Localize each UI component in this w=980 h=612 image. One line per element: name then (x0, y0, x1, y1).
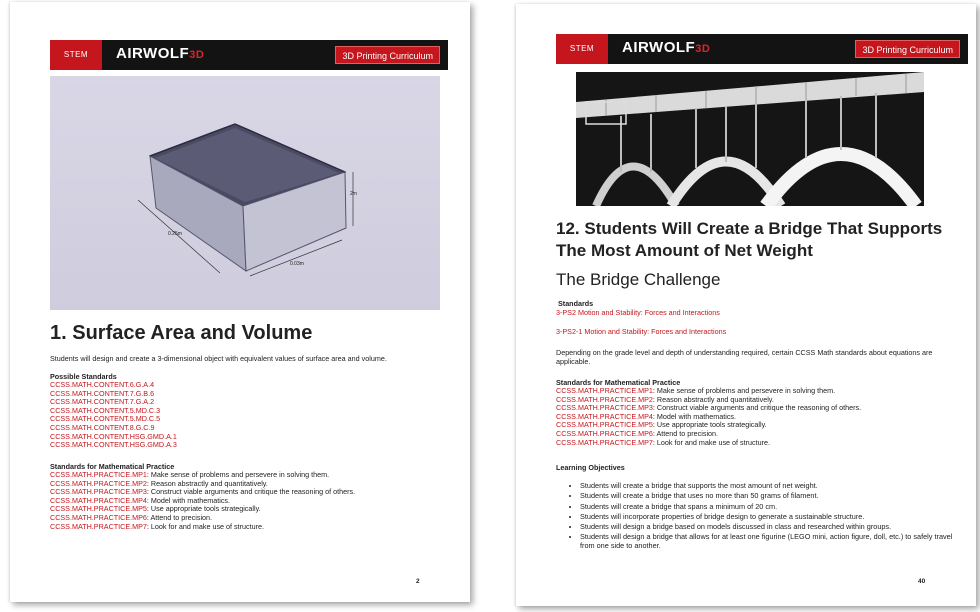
practice-text: : Attend to precision. (652, 428, 719, 438)
objective-item: • Students will create a bridge that supports the most amount of net weight. (580, 482, 953, 491)
length-dimension-label: 0.03m (290, 261, 304, 267)
practice-text: : Use appropriate tools strategically. (652, 420, 767, 430)
practice-code-link[interactable]: CCSS.MATH.PRACTICE.MP2 (50, 478, 147, 488)
practice-item (50, 523, 460, 532)
practice-text: : Reason abstractly and quantitatively. (652, 394, 774, 404)
practice-text: : Construct viable arguments and critique the reasoning of others. (652, 403, 862, 413)
standard-item[interactable]: CCSS.MATH.CONTENT.7.G.A.2 (50, 397, 155, 407)
section-title: 1. Surface Area and Volume (50, 322, 313, 344)
practice-text: : Model with mathematics. (146, 495, 231, 505)
standard-link[interactable]: 3-PS2 Motion and Stability: Forces and Interactions (556, 308, 720, 317)
learning-objectives-list (568, 482, 953, 552)
practice-text: : Attend to precision. (146, 512, 213, 522)
practice-text: : Look for and make use of structure. (652, 437, 770, 447)
objective-item: • Students will create a bridge that uses no more than 50 grams of filament. (580, 492, 953, 501)
curriculum-label: 3D Printing Curriculum (335, 46, 440, 64)
practice-code-link[interactable]: CCSS.MATH.PRACTICE.MP7 (50, 521, 147, 531)
practice-code-link[interactable]: CCSS.MATH.PRACTICE.MP4 (50, 495, 147, 505)
practice-code-link[interactable]: CCSS.MATH.PRACTICE.MP4 (556, 411, 653, 421)
standard-item[interactable]: CCSS.MATH.CONTENT.HSG.GMD.A.1 (50, 431, 177, 441)
box-model-illustration (50, 76, 440, 310)
practice-code-link[interactable]: CCSS.MATH.PRACTICE.MP3 (50, 487, 147, 497)
practice-code-link[interactable]: CCSS.MATH.PRACTICE.MP1 (556, 386, 653, 395)
practice-code-link[interactable]: CCSS.MATH.PRACTICE.MP2 (556, 394, 653, 404)
brand-accent: 3D (695, 43, 711, 55)
stem-tag: STEM (556, 34, 608, 64)
practice-code-link[interactable]: CCSS.MATH.PRACTICE.MP3 (556, 403, 653, 413)
stem-tag: STEM (50, 40, 102, 70)
page-header (556, 34, 968, 64)
practice-text: : Make sense of problems and persevere in solving them. (146, 470, 330, 479)
intro-text: Students will design and create a 3-dimensional object with equivalent values of surface area and volume. (50, 354, 387, 363)
practice-code-link[interactable]: CCSS.MATH.PRACTICE.MP6 (50, 512, 147, 522)
page-number: 40 (918, 578, 926, 585)
section-subtitle: The Bridge Challenge (556, 270, 721, 289)
brand-name: AIRWOLF (116, 45, 190, 62)
standard-link[interactable]: 3-PS2-1 Motion and Stability: Forces and Interactions (556, 327, 727, 336)
learning-objectives-heading: Learning Objectives (556, 463, 625, 472)
practice-code-link[interactable]: CCSS.MATH.PRACTICE.MP6 (556, 428, 653, 438)
document-page-left (10, 2, 470, 602)
brand-accent: 3D (189, 49, 205, 61)
brand-name: AIRWOLF (622, 39, 696, 56)
math-practice-heading: Standards for Mathematical Practice (556, 378, 681, 387)
standard-item[interactable]: CCSS.MATH.CONTENT.8.G.C.9 (50, 422, 155, 432)
practice-text: : Reason abstractly and quantitatively. (146, 478, 268, 488)
body-paragraph: Depending on the grade level and depth of understanding required, certain CCSS Math standards about equations are applicable. (556, 348, 933, 366)
document-page-right (516, 4, 976, 606)
objective-item: • Students will design a bridge based on models discussed in class and researched within groups. (580, 523, 953, 532)
possible-standards-list (50, 381, 350, 450)
standard-item[interactable]: CCSS.MATH.CONTENT.6.G.A.4 (50, 380, 155, 389)
curriculum-label: 3D Printing Curriculum (855, 40, 960, 58)
objective-item: • Students will create a bridge that spans a minimum of 20 cm. (580, 503, 953, 512)
math-practice-list (50, 471, 460, 531)
objective-item: • Students will incorporate properties of bridge design to generate a sustainable structure. (580, 513, 953, 522)
objective-item: • Students will design a bridge that allows for at least one figurine (LEGO mini, action figure, doll, etc.) to safely travel from one side to another. (580, 533, 953, 550)
section-title: 12. Students Will Create a Bridge That Supports The Most Amount of Net Weight (556, 219, 943, 260)
practice-code-link[interactable]: CCSS.MATH.PRACTICE.MP5 (50, 504, 147, 514)
possible-standards-heading: Possible Standards (50, 372, 117, 381)
practice-text: : Use appropriate tools strategically. (146, 504, 261, 514)
practice-code-link[interactable]: CCSS.MATH.PRACTICE.MP5 (556, 420, 653, 430)
brand-logo (622, 39, 710, 56)
practice-text: : Make sense of problems and persevere in solving them. (652, 386, 836, 395)
math-practice-list (556, 387, 966, 447)
standard-item[interactable]: CCSS.MATH.CONTENT.7.G.B.6 (50, 388, 155, 398)
page-header (50, 40, 448, 70)
bridge-illustration (576, 72, 924, 206)
practice-text: : Model with mathematics. (652, 411, 737, 421)
page-number: 2 (416, 578, 420, 585)
bridge-photo (576, 72, 924, 206)
height-dimension-label: 2m (350, 191, 357, 197)
standard-item[interactable]: CCSS.MATH.CONTENT.5.MD.C.3 (50, 405, 161, 415)
standard-item[interactable]: CCSS.MATH.CONTENT.HSG.GMD.A.3 (50, 440, 177, 450)
standards-heading: Standards (558, 299, 594, 308)
practice-text: : Construct viable arguments and critique the reasoning of others. (146, 487, 356, 497)
width-dimension-label: 0.25m (168, 231, 182, 237)
practice-text: : Look for and make use of structure. (146, 521, 264, 531)
standard-item[interactable]: CCSS.MATH.CONTENT.5.MD.C.5 (50, 414, 161, 424)
box-model-figure (50, 76, 440, 310)
brand-logo (116, 45, 204, 62)
practice-code-link[interactable]: CCSS.MATH.PRACTICE.MP7 (556, 437, 653, 447)
math-practice-heading: Standards for Mathematical Practice (50, 462, 175, 471)
practice-item (556, 439, 966, 448)
practice-code-link[interactable]: CCSS.MATH.PRACTICE.MP1 (50, 470, 147, 479)
